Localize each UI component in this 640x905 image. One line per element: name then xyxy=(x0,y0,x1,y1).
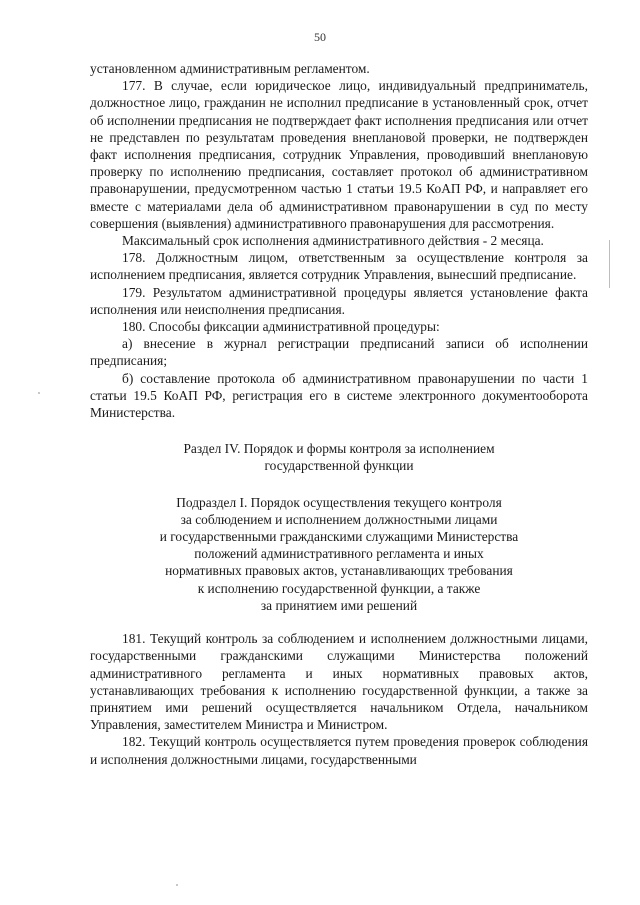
subsection-title xyxy=(90,494,588,614)
subsection-title-line: к исполнению государственной функции, а также xyxy=(197,580,481,596)
subsection-title-line: и государственными гражданскими служащими Министерства xyxy=(159,529,519,545)
paragraph-180: 180. Способы фиксации административной процедуры: xyxy=(122,319,440,335)
paragraph-max-term: Максимальный срок исполнения административного действия - 2 месяца. xyxy=(122,233,544,249)
section-title-line: Раздел IV. Порядок и формы контроля за исполнением xyxy=(183,441,495,457)
section-title xyxy=(90,440,588,474)
paragraph-179: 179. Результатом административной процедуры является установление факта исполнения или неисполнения предписания. xyxy=(90,284,588,317)
document-body xyxy=(90,60,588,768)
paragraph-182: 182. Текущий контроль осуществляется путем проведения проверок соблюдения и исполнения должностными лицами, государственными xyxy=(90,734,588,767)
section-title-line: государственной функции xyxy=(264,458,414,474)
subsection-title-line: Подраздел I. Порядок осуществления текущего контроля xyxy=(176,494,502,510)
scan-margin-mark xyxy=(609,240,610,288)
scan-speck xyxy=(176,884,178,886)
paragraph-180-a: а) внесение в журнал регистрации предписаний записи об исполнении предписания; xyxy=(90,336,588,369)
paragraph-178: 178. Должностным лицом, ответственным за осуществление контроля за исполнением предписания, является сотрудник Управления, вынесший предписание. xyxy=(90,250,588,283)
paragraph-177: 177. В случае, если юридическое лицо, индивидуальный предприниматель, должностное лицо, гражданин не исполнил предписание в установленный срок, отчет об исполнении предписания не подтверждает факт исполнения предписания или отчет не представлен по результатам проведения внеплановой проверки, не подтвержден факт исполнения предписания, сотрудник Управления, проводивший внеплановую проверку по исполнению предписания, составляет протокол об административном правонарушении, предусмотренном частью 1 статьи 19.5 КоАП РФ, и направляет его вместе с материалами дела об административном правонарушении в суд по месту совершения (выявления) административного правонарушения для рассмотрения. xyxy=(90,78,588,231)
paragraph-181: 181. Текущий контроль за соблюдением и исполнением должностными лицами, государственными гражданскими служащими Министерства положений административного регламента и иных нормативных правовых актов, устанавливающих требования к исполнению государственной функции, а также за принятием ими решений осуществляется начальником Отдела, начальником Управления, заместителем Министра и Министром. xyxy=(90,631,588,733)
subsection-title-line: положений административного регламента и иных xyxy=(194,546,484,562)
page-number: 50 xyxy=(314,30,326,44)
paragraph-continuation: установленном административным регламентом. xyxy=(90,61,370,76)
subsection-title-line: за соблюдением и исполнением должностными лицами xyxy=(180,511,498,527)
subsection-title-line: нормативных правовых актов, устанавливающих требования xyxy=(165,563,513,579)
subsection-title-line: за принятием ими решений xyxy=(260,597,418,613)
scan-speck xyxy=(38,392,40,394)
paragraph-180-b: б) составление протокола об административном правонарушении по части 1 статьи 19.5 КоАП РФ, регистрация его в системе электронного документооборота Министерства. xyxy=(90,370,588,421)
